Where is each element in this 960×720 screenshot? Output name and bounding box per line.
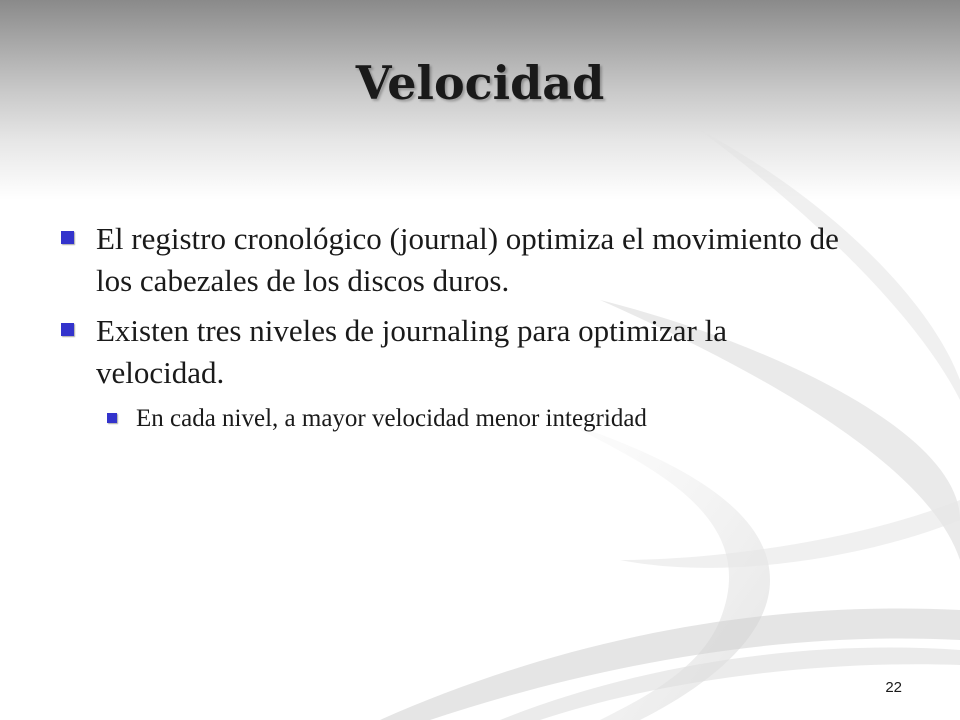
square-bullet-icon <box>107 413 117 423</box>
bullet-item <box>60 310 860 394</box>
sub-bullet-text: En cada nivel, a mayor velocidad menor integridad <box>136 405 647 432</box>
bullet-text: Existen tres niveles de journaling para optimizar la velocidad. <box>96 313 727 390</box>
square-bullet-icon <box>61 323 74 336</box>
sub-bullet-item <box>106 402 860 436</box>
page-number: 22 <box>885 679 902 696</box>
slide-body <box>60 218 860 436</box>
slide-title: Velocidad <box>355 56 605 110</box>
square-bullet-icon <box>61 231 74 244</box>
bullet-text: El registro cronológico (journal) optimiza el movimiento de los cabezales de los discos duros. <box>96 221 839 298</box>
bullet-item <box>60 218 860 302</box>
